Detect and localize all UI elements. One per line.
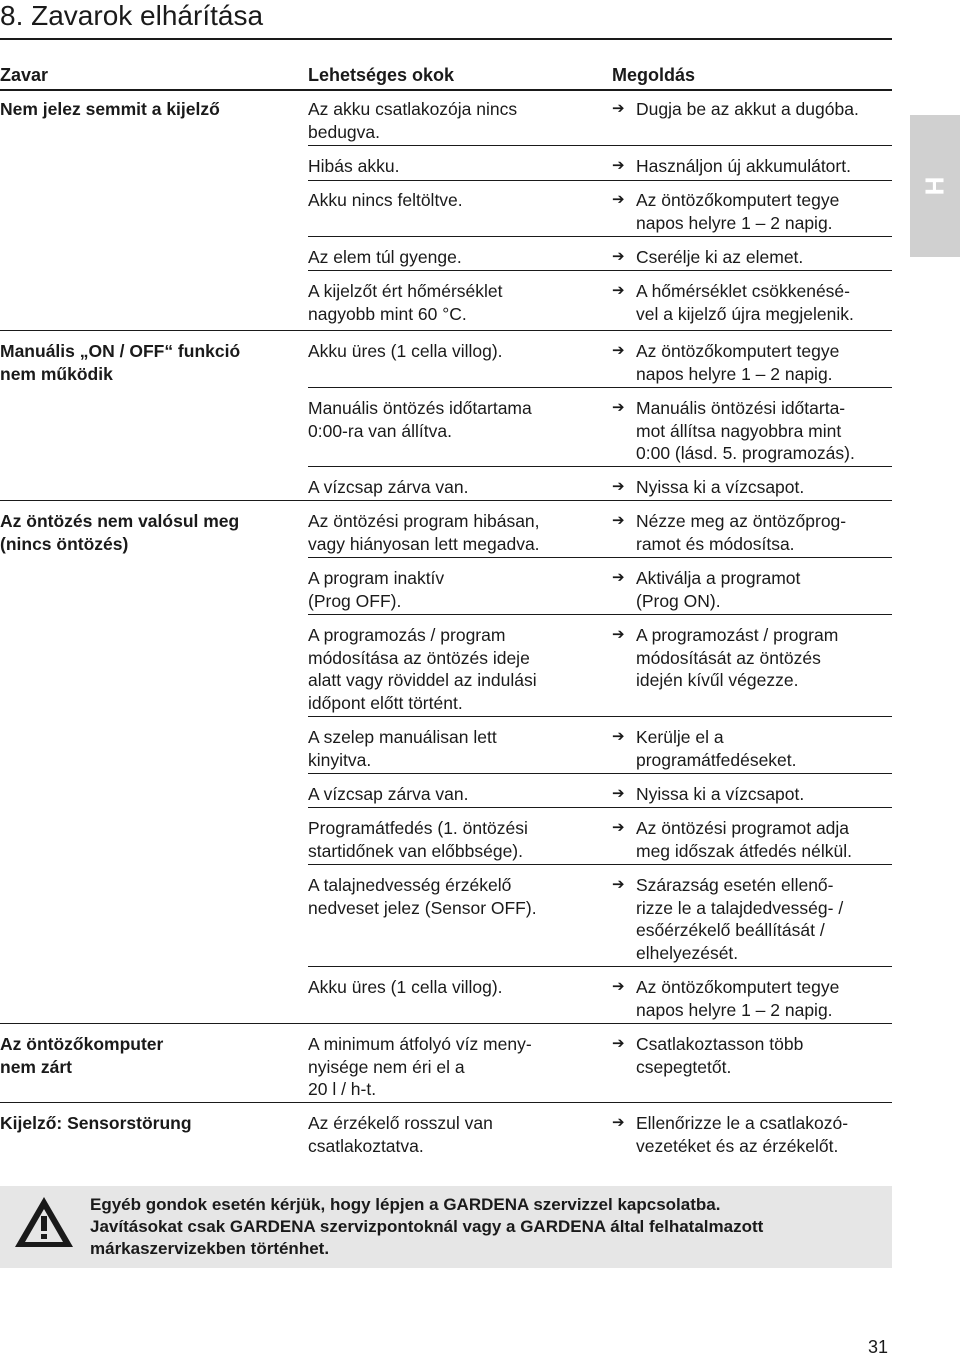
solution-text: Az öntözőkomputert tegye napos helyre 1 – 2 napig. [636, 190, 840, 233]
cause-text: Az öntözési program hibásan, vagy hiányosan lett megadva. [308, 511, 540, 554]
cause-text: Programátfedés (1. öntözési startidőnek van előbbsége). [308, 818, 528, 861]
header-lehetseges-okok: Lehetséges okok [308, 65, 455, 85]
row-separator [0, 330, 892, 331]
arrow-right-icon: ➔ [612, 248, 625, 265]
solution-text: Nézze meg az öntözőprog- ramot és módosítsa. [636, 511, 847, 554]
solution-text: Aktiválja a programot (Prog ON). [636, 568, 801, 611]
cause-text: A talajnedvesség érzékelő nedveset jelez (Sensor OFF). [308, 875, 537, 918]
row-separator [308, 270, 892, 271]
fault-label: Nem jelez semmit a kijelző [0, 99, 220, 119]
fault-label: Kijelző: Sensorstörung [0, 1113, 192, 1133]
arrow-right-icon: ➔ [612, 282, 625, 299]
arrow-right-icon: ➔ [612, 100, 625, 117]
solution-text: Ellenőrizze le a csatlakozó- vezetéket és az érzékelőt. [636, 1113, 849, 1156]
fault-label: Az öntözés nem valósul meg (nincs öntözés) [0, 511, 240, 554]
header-megoldas: Megoldás [612, 65, 696, 85]
solution-item [612, 783, 897, 806]
cause-text: Az elem túl gyenge. [308, 247, 462, 267]
solution-item [612, 567, 897, 612]
page-title: 8. Zavarok elhárítása [0, 0, 264, 31]
header-zavar: Zavar [0, 65, 49, 85]
arrow-right-icon: ➔ [612, 785, 625, 802]
cause-text: A kijelzőt ért hőmérséklet nagyobb mint 60 °C. [308, 281, 503, 324]
arrow-right-icon: ➔ [612, 191, 625, 208]
row-separator [308, 807, 892, 808]
solution-item [612, 189, 897, 234]
solution-item [612, 1033, 897, 1078]
solution-item [612, 155, 897, 178]
solution-item [612, 510, 897, 555]
warning-note-text: Egyéb gondok esetén kérjük, hogy lépjen a GARDENA szervizzel kapcsolatba. Javításokat csak GARDENA szervizpontoknál vagy a GARDENA által felhatalmazott márkaszervizekben történhet. [90, 1195, 764, 1258]
solution-text: Kerülje el a programátfedéseket. [636, 727, 797, 770]
fault-label: Manuális „ON / OFF“ funkció nem működik [0, 341, 241, 384]
warning-triangle-icon [12, 1194, 76, 1250]
row-separator [0, 500, 892, 501]
row-separator [0, 1102, 892, 1103]
language-tab [910, 115, 960, 257]
header-rule [0, 89, 892, 91]
cause-text: Akku nincs feltöltve. [308, 190, 463, 210]
arrow-right-icon: ➔ [612, 478, 625, 495]
solution-item [612, 280, 897, 325]
arrow-right-icon: ➔ [612, 626, 625, 643]
arrow-right-icon: ➔ [612, 1114, 625, 1131]
warning-note [0, 1186, 892, 1268]
solution-item [612, 1112, 897, 1157]
solution-text: A programozást / program módosítását az öntözés idején kívűl végezze. [636, 625, 839, 690]
solution-text: Nyissa ki a vízcsapot. [636, 784, 805, 804]
cause-text: A vízcsap zárva van. [308, 784, 469, 804]
solution-item [612, 476, 897, 499]
arrow-right-icon: ➔ [612, 342, 625, 359]
row-separator [308, 614, 892, 615]
arrow-right-icon: ➔ [612, 819, 625, 836]
arrow-right-icon: ➔ [612, 1035, 625, 1052]
solution-item [612, 340, 897, 385]
solution-text: Az öntözőkomputert tegye napos helyre 1 – 2 napig. [636, 977, 840, 1020]
title-rule [0, 38, 892, 40]
arrow-right-icon: ➔ [612, 512, 625, 529]
fault-label: Az öntözőkomputer nem zárt [0, 1034, 164, 1077]
solution-item [612, 246, 897, 269]
row-separator [308, 466, 892, 467]
cause-text: Az akku csatlakozója nincs bedugva. [308, 99, 518, 142]
arrow-right-icon: ➔ [612, 728, 625, 745]
arrow-right-icon: ➔ [612, 399, 625, 416]
cause-text: A vízcsap zárva van. [308, 477, 469, 497]
arrow-right-icon: ➔ [612, 569, 625, 586]
solution-item [612, 874, 897, 964]
solution-text: Cserélje ki az elemet. [636, 247, 804, 267]
solution-item [612, 397, 897, 465]
cause-text: A minimum átfolyó víz meny- nyisége nem éri el a 20 l / h-t. [308, 1034, 532, 1099]
cause-text: Akku üres (1 cella villog). [308, 977, 503, 997]
solution-item [612, 624, 897, 692]
cause-text: A program inaktív (Prog OFF). [308, 568, 445, 611]
cause-text: A programozás / program módosítása az öntözés ideje alatt vagy röviddel az indulási időpont előtt történt. [308, 625, 537, 713]
cause-text: Akku üres (1 cella villog). [308, 341, 503, 361]
row-separator [308, 180, 892, 181]
cause-text: Az érzékelő rosszul van csatlakoztatva. [308, 1113, 493, 1156]
language-tab-label: H [919, 176, 950, 196]
cause-text: Hibás akku. [308, 156, 400, 176]
solution-text: Használjon új akkumulátort. [636, 156, 851, 176]
solution-item [612, 726, 897, 771]
row-separator [308, 966, 892, 967]
solution-text: Az öntözési programot adja meg időszak átfedés nélkül. [636, 818, 852, 861]
arrow-right-icon: ➔ [612, 876, 625, 893]
solution-text: Az öntözőkomputert tegye napos helyre 1 – 2 napig. [636, 341, 840, 384]
solution-text: Manuális öntözési időtarta- mot állítsa nagyobbra mint 0:00 (lásd. 5. programozás). [636, 398, 855, 463]
row-separator [308, 236, 892, 237]
row-separator [308, 716, 892, 717]
row-separator [308, 387, 892, 388]
row-separator [308, 145, 892, 146]
row-separator [308, 864, 892, 865]
solution-text: Csatlakoztasson több csepegtetőt. [636, 1034, 804, 1077]
solution-text: Dugja be az akkut a dugóba. [636, 99, 859, 119]
solution-item [612, 98, 897, 121]
solution-item [612, 976, 897, 1021]
solution-text: Szárazság esetén ellenő- rizze le a talajdedvesség- / esőérzékelő beállítását / elhelyezését. [636, 875, 844, 963]
cause-text: Manuális öntözés időtartama 0:00-ra van állítva. [308, 398, 532, 441]
arrow-right-icon: ➔ [612, 157, 625, 174]
row-separator [0, 1023, 892, 1024]
solution-text: Nyissa ki a vízcsapot. [636, 477, 805, 497]
row-separator [308, 773, 892, 774]
page-number: 31 [868, 1337, 889, 1357]
row-separator [308, 557, 892, 558]
arrow-right-icon: ➔ [612, 978, 625, 995]
solution-item [612, 817, 897, 862]
cause-text: A szelep manuálisan lett kinyitva. [308, 727, 497, 770]
solution-text: A hőmérséklet csökkenésé- vel a kijelző újra megjelenik. [636, 281, 854, 324]
